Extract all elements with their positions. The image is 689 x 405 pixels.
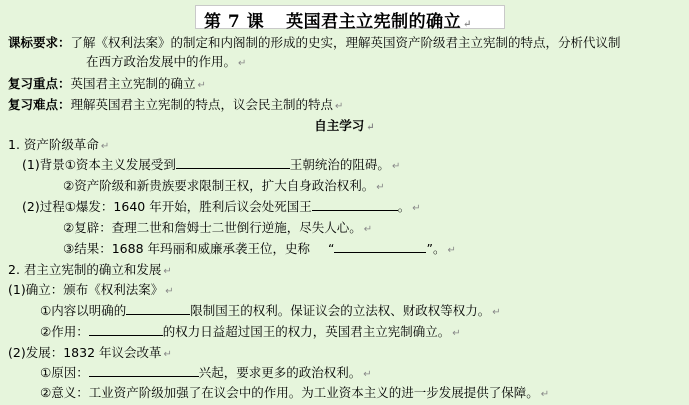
process-b: ②复辟：查理二世和詹姆士二世倒行逆施，尽失人心。 bbox=[63, 220, 362, 235]
content-line bbox=[40, 302, 501, 320]
process-c-open-quote: “ bbox=[328, 241, 335, 256]
background-a-pre: (1)背景①资本主义发展受到 bbox=[22, 157, 176, 172]
process-line-b bbox=[63, 219, 372, 237]
process-c-close-quote: ”。 bbox=[426, 241, 446, 256]
cause-line bbox=[40, 364, 372, 382]
paragraph-mark-icon: ↵ bbox=[163, 349, 172, 360]
content-post: 限制国王的权利。保证议会的立法权、财政权等权力。 bbox=[190, 303, 491, 318]
process-a-pre: (2)过程①爆发：1640 年开始，胜利后议会处死国王 bbox=[22, 199, 312, 214]
paragraph-mark-icon: ↵ bbox=[363, 224, 373, 235]
paragraph-mark-icon: ↵ bbox=[492, 307, 501, 318]
section-heading bbox=[0, 117, 689, 137]
standard-text-1: 了解《权利法案》的制定和内阁制的形成的史实，理解英国资产阶级君主立宪制的特点，分析代议制 bbox=[70, 35, 621, 50]
blank-field bbox=[89, 323, 163, 336]
paragraph-mark-icon: ↵ bbox=[335, 101, 344, 112]
blank-field bbox=[89, 364, 199, 377]
standard-line-2 bbox=[86, 53, 246, 71]
difficulty-label: 复习难点： bbox=[8, 97, 71, 112]
difficulty-line bbox=[8, 96, 343, 114]
process-a-post: 。 bbox=[397, 199, 411, 214]
meaning-line bbox=[40, 384, 549, 402]
part1-heading-text: 1. 资产阶级革命 bbox=[8, 137, 99, 152]
develop-text: (2)发展：1832 年议会改革 bbox=[8, 345, 162, 360]
background-a-post: 王朝统治的阻碍。 bbox=[289, 157, 390, 172]
paragraph-mark-icon: ↵ bbox=[391, 161, 401, 172]
blank-field bbox=[312, 198, 398, 211]
background-b: ②资产阶级和新贵族要求限制王权，扩大自身政治权利。 bbox=[63, 178, 375, 193]
title-box bbox=[195, 5, 505, 32]
paragraph-mark-icon: ↵ bbox=[447, 245, 456, 256]
cause-pre: ①原因： bbox=[40, 365, 89, 380]
standard-line-1 bbox=[8, 34, 621, 52]
paragraph-mark-icon: ↵ bbox=[163, 266, 172, 277]
paragraph-mark-icon: ↵ bbox=[366, 122, 375, 133]
role-post: 的权力日益超过国王的权力，英国君主立宪制确立。 bbox=[162, 324, 451, 339]
process-line-c bbox=[63, 240, 456, 258]
process-line-a bbox=[22, 198, 421, 216]
paragraph-mark-icon: ↵ bbox=[463, 19, 473, 30]
blank-field bbox=[126, 302, 190, 315]
paragraph-mark-icon: ↵ bbox=[165, 286, 174, 297]
lesson-number: 第 7 课 bbox=[204, 12, 265, 32]
paragraph-mark-icon: ↵ bbox=[376, 182, 385, 193]
paragraph-mark-icon: ↵ bbox=[412, 203, 421, 214]
paragraph-mark-icon: ↵ bbox=[540, 389, 550, 400]
part2-heading-text: 2. 君主立宪制的确立和发展 bbox=[8, 262, 162, 277]
paragraph-mark-icon: ↵ bbox=[238, 58, 247, 69]
focus-label: 复习重点： bbox=[8, 76, 71, 91]
establish-text: (1)确立：颁布《权利法案》 bbox=[8, 282, 164, 297]
part2-heading bbox=[8, 261, 172, 279]
paragraph-mark-icon: ↵ bbox=[363, 369, 372, 380]
lesson-name: 英国君主立宪制的确立 bbox=[286, 12, 462, 32]
paragraph-mark-icon: ↵ bbox=[452, 328, 461, 339]
paragraph-mark-icon: ↵ bbox=[197, 80, 206, 91]
paragraph-mark-icon: ↵ bbox=[100, 141, 110, 152]
develop-line bbox=[8, 344, 172, 362]
role-line bbox=[40, 323, 461, 341]
focus-line bbox=[8, 75, 206, 93]
standard-text-2: 在西方政治发展中的作用。 bbox=[86, 54, 237, 69]
page-title bbox=[204, 7, 472, 32]
background-line-b bbox=[63, 177, 385, 195]
part1-heading bbox=[8, 136, 109, 154]
focus-text: 英国君主立宪制的确立 bbox=[70, 76, 196, 91]
blank-field bbox=[334, 240, 426, 253]
cause-post: 兴起，要求更多的政治权利。 bbox=[198, 365, 362, 380]
content-pre: ①内容以明确的 bbox=[40, 303, 127, 318]
role-pre: ②作用： bbox=[40, 324, 89, 339]
blank-field bbox=[176, 156, 290, 169]
section-heading-text: 自主学习 bbox=[314, 118, 365, 133]
process-c-pre: ③结果：1688 年玛丽和威廉承袭王位，史称 bbox=[63, 241, 310, 256]
background-line-a bbox=[22, 156, 400, 174]
establish-line bbox=[8, 281, 174, 299]
meaning-text: ②意义：工业资产阶级加强了在议会中的作用。为工业资本主义的进一步发展提供了保障。 bbox=[40, 385, 539, 400]
standard-label: 课标要求： bbox=[8, 35, 71, 50]
difficulty-text: 理解英国君主立宪制的特点，议会民主制的特点 bbox=[70, 97, 334, 112]
